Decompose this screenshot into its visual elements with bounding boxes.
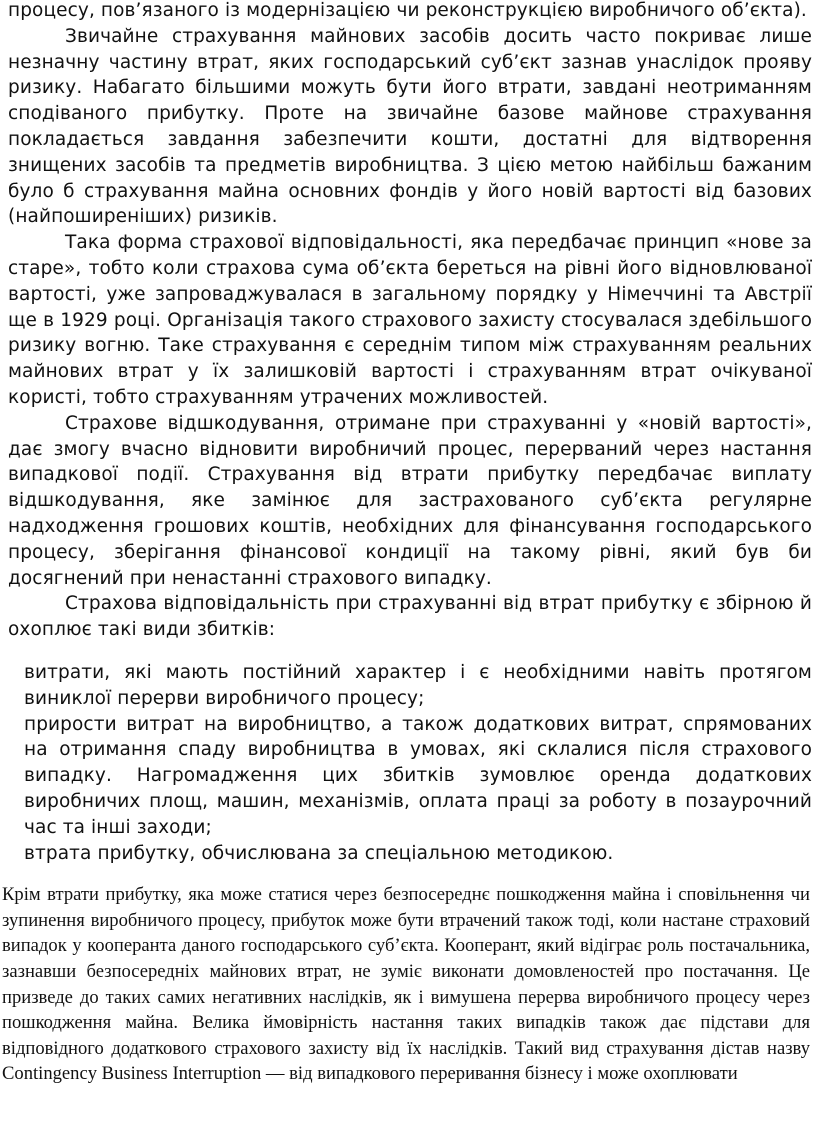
loss-types-list (0, 660, 816, 866)
paragraph-ordinary-insurance: Звичайне страхування майнових засобів досить часто покриває лише незначну частину втрат, яких господарський суб’єкт зазнав унаслідок прояву ризику. Набагато більшими можуть бути його втрати, завдані неотриманням сподіваного прибутку. Проте на звичайне базове майнове страхування покладається завдання забезпечити кошти, достатні для відтворення знищених засобів та предметів виробництва. З цією метою найбільш бажаним було б страхування майна основних фондів у його новій вартості від базових (найпоширеніших) ризиків. (8, 25, 812, 228)
paragraph-compensation: Страхове відшкодування, отримане при страхуванні у «новій вартості», дає змогу вчасно відновити виробничий процес, перерваний через настання випадкової події. Страхування від втрати прибутку передбачає виплату відшкодування, яке замінює для застрахованого суб’єкта регулярне надходження грошових коштів, необхідних для фінансування господарського процесу, зберігання фінансової кондиції на такому рівні, який був би досягнений при ненастанні страхового випадку. (8, 412, 812, 589)
list-item: прирости витрат на виробництво, а також додаткових витрат, спрямованих на отримання спаду виробництва в умовах, які склалися після страхового випадку. Нагромадження цих збитків зумовлює оренда додаткових виробничих площ, машин, механізмів, оплата праці за роботу в позаурочний час та інші заходи; (24, 713, 812, 838)
paragraph-contingency-business-interruption: Крім втрати прибутку, яка може статися через безпосереднє пошкодження майна і сповільнення чи зупинення виробничого процесу, прибуток може бути втрачений також тоді, коли настане страховий випадок у кооперанта даного господарського суб’єкта. Кооперант, який відіграє роль постачальника, зазнавши безпосередніх майнових втрат, не зуміє виконати домовленостей про постачання. Це призведе до таких самих негативних наслідків, як і вимушена перерва виробничого процесу через пошкодження майна. Велика ймовірність настання таких випадків також дає підстави для відповідного додаткового страхового захисту від їх наслідків. Такий вид страхування дістав назву Contingency Business Interruption — від випадкового переривання бізнесу і може охоплювати (2, 884, 810, 1085)
paragraph-new-for-old: Така форма страхової відповідальності, яка передбачає принцип «нове за старе», тобто коли страхова сума об’єкта береться на рівні його відновлюваної вартості, уже запроваджувалася в загальному порядку у Німеччині та Австрії ще в 1929 році. Організація такого страхового захисту стосувалася здебільшого ризику вогню. Таке страхування є середнім типом між страхуванням реальних майнових втрат у їх залишковій вартості і страхуванням втрат очікуваної користі, тобто страхуванням утрачених можливостей. (8, 232, 812, 408)
paragraph-continuation: процесу, пов’язаного із модернізацією чи реконструкцією виробничого об’єкта). (8, 0, 807, 21)
list-item: втрата прибутку, обчислювана за спеціальною методикою. (24, 842, 614, 864)
list-item: витрати, які мають постійний характер і є необхідними навіть протягом виниклої перерви виробничого процесу; (24, 661, 812, 709)
paragraph-liability-types: Страхова відповідальність при страхуванні від втрат прибутку є збірною й охоплює такі види збитків: (8, 593, 812, 641)
